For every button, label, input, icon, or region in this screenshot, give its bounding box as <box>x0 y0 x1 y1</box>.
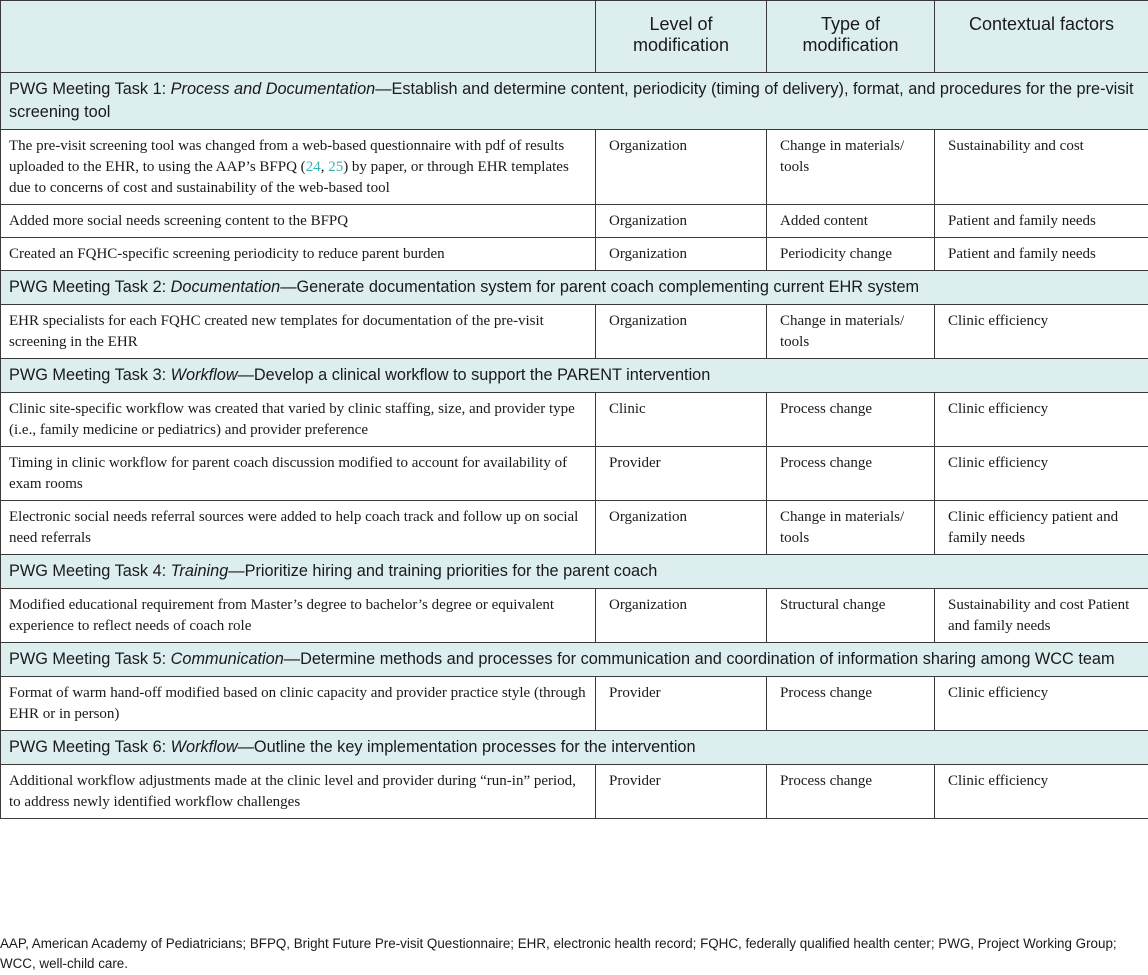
description-text: ) by paper, or through EHR templates due to concerns of cost and sustainability of the web-based tool <box>9 159 569 196</box>
modification-description: Clinic site-specific workflow was created that varied by clinic staffing, size, and provider type (i.e., family medicine or pediatrics) and provider preference <box>1 393 596 447</box>
type-cell: Process change <box>767 393 935 447</box>
task-heading <box>1 359 1148 393</box>
description-text: The pre-visit screening tool was changed from a web-based questionnaire with pdf of results uploaded to the EHR, to using the AAP’s BFPQ ( <box>9 138 565 175</box>
level-cell: Organization <box>596 589 767 643</box>
level-cell: Organization <box>596 501 767 555</box>
task-prefix: PWG Meeting Task 2: <box>9 278 171 296</box>
task-heading <box>1 271 1148 305</box>
level-cell: Provider <box>596 765 767 819</box>
table-row <box>1 447 1148 501</box>
context-cell: Clinic efficiency <box>935 447 1148 501</box>
type-cell: Added content <box>767 205 935 238</box>
task-title: Workflow <box>170 738 238 756</box>
table-row <box>1 205 1148 238</box>
task-prefix: PWG Meeting Task 5: <box>9 650 171 668</box>
type-cell: Change in materials/ tools <box>767 501 935 555</box>
task-title: Training <box>170 562 229 580</box>
level-cell: Provider <box>596 677 767 731</box>
type-cell: Process change <box>767 447 935 501</box>
context-cell: Clinic efficiency <box>935 393 1148 447</box>
context-cell: Sustainability and cost Patient and family needs <box>935 589 1148 643</box>
context-cell: Patient and family needs <box>935 205 1148 238</box>
level-cell: Organization <box>596 305 767 359</box>
task-description: —Outline the key implementation processes for the intervention <box>237 738 696 756</box>
reference-link-25[interactable]: 25 <box>328 159 344 175</box>
type-cell: Process change <box>767 765 935 819</box>
modification-description: Electronic social needs referral sources were added to help coach track and follow up on social need referrals <box>1 501 596 555</box>
task-row-5 <box>1 643 1148 677</box>
level-cell: Provider <box>596 447 767 501</box>
modification-description: Created an FQHC-specific screening periodicity to reduce parent burden <box>1 238 596 271</box>
type-cell: Process change <box>767 677 935 731</box>
header-contextual-factors: Contextual factors <box>935 1 1148 73</box>
task-description: —Establish and determine content, periodicity (timing of delivery), format, and procedures for the pre-visit screening tool <box>9 80 1134 121</box>
modification-description: EHR specialists for each FQHC created new templates for documentation of the pre-visit screening in the EHR <box>1 305 596 359</box>
type-cell: Change in materials/ tools <box>767 305 935 359</box>
reference-separator: , <box>320 159 329 175</box>
table-row <box>1 238 1148 271</box>
header-blank <box>1 1 596 73</box>
table-row <box>1 393 1148 447</box>
task-title: Communication <box>170 650 284 668</box>
modification-description: Timing in clinic workflow for parent coach discussion modified to account for availability of exam rooms <box>1 447 596 501</box>
task-prefix: PWG Meeting Task 3: <box>9 366 171 384</box>
table-row <box>1 501 1148 555</box>
level-cell: Organization <box>596 130 767 205</box>
task-prefix: PWG Meeting Task 4: <box>9 562 171 580</box>
table-header-row <box>1 1 1148 73</box>
modification-description: Additional workflow adjustments made at the clinic level and provider during “run-in” period, to address newly identified workflow challenges <box>1 765 596 819</box>
task-description: —Prioritize hiring and training priorities for the parent coach <box>228 562 658 580</box>
task-heading <box>1 731 1148 765</box>
task-row-2 <box>1 271 1148 305</box>
task-prefix: PWG Meeting Task 6: <box>9 738 171 756</box>
table-row <box>1 765 1148 819</box>
modification-description: Format of warm hand-off modified based on clinic capacity and provider practice style (through EHR or in person) <box>1 677 596 731</box>
header-level-of-modification: Level of modification <box>596 1 767 73</box>
type-cell: Change in materials/ tools <box>767 130 935 205</box>
table-row <box>1 589 1148 643</box>
table-footnote: AAP, American Academy of Pediatricians; BFPQ, Bright Future Pre-visit Questionnaire; EHR, electronic health record; FQHC, federally qualified health center; PWG, Project Working Group; WCC, well-child care. <box>0 936 1117 971</box>
modification-description <box>1 130 596 205</box>
context-cell: Patient and family needs <box>935 238 1148 271</box>
context-cell: Clinic efficiency <box>935 765 1148 819</box>
context-cell: Clinic efficiency patient and family needs <box>935 501 1148 555</box>
task-title: Process and Documentation <box>170 80 376 98</box>
task-row-6 <box>1 731 1148 765</box>
level-cell: Organization <box>596 205 767 238</box>
task-heading <box>1 555 1148 589</box>
table-row <box>1 130 1148 205</box>
task-description: —Develop a clinical workflow to support the PARENT intervention <box>237 366 711 384</box>
task-row-3 <box>1 359 1148 393</box>
context-cell: Sustainability and cost <box>935 130 1148 205</box>
task-description: —Generate documentation system for parent coach complementing current EHR system <box>280 278 920 296</box>
task-description: —Determine methods and processes for communication and coordination of information sharing among WCC team <box>283 650 1115 668</box>
task-row-4 <box>1 555 1148 589</box>
task-title: Workflow <box>170 366 238 384</box>
task-heading <box>1 73 1148 130</box>
type-cell: Periodicity change <box>767 238 935 271</box>
modification-description: Modified educational requirement from Master’s degree to bachelor’s degree or equivalent experience to reflect needs of coach role <box>1 589 596 643</box>
table-row <box>1 677 1148 731</box>
modification-description: Added more social needs screening content to the BFPQ <box>1 205 596 238</box>
task-prefix: PWG Meeting Task 1: <box>9 80 171 98</box>
context-cell: Clinic efficiency <box>935 677 1148 731</box>
type-cell: Structural change <box>767 589 935 643</box>
level-cell: Organization <box>596 238 767 271</box>
task-title: Documentation <box>170 278 281 296</box>
context-cell: Clinic efficiency <box>935 305 1148 359</box>
task-row-1 <box>1 73 1148 130</box>
table-row <box>1 305 1148 359</box>
header-type-of-modification: Type of modification <box>767 1 935 73</box>
task-heading <box>1 643 1148 677</box>
reference-link-24[interactable]: 24 <box>305 159 321 175</box>
level-cell: Clinic <box>596 393 767 447</box>
